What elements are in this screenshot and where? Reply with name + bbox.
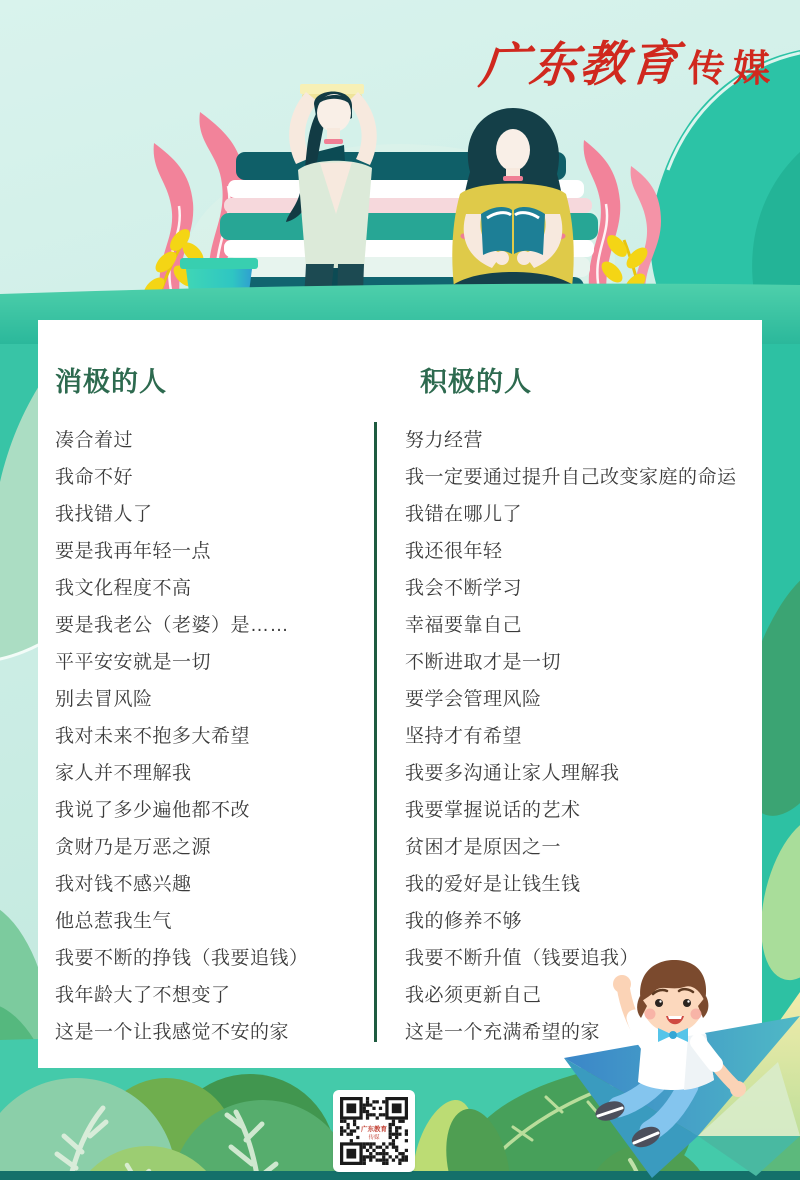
- list-item: 幸福要靠自己: [405, 615, 523, 636]
- list-item: 要学会管理风险: [405, 689, 542, 710]
- list-item: 家人并不理解我: [55, 763, 192, 784]
- list-item: 要是我老公（老婆）是……: [55, 615, 290, 636]
- list-item: 努力经营: [405, 430, 484, 451]
- list-item: 这是一个充满希望的家: [405, 1022, 601, 1043]
- list-item: 别去冒风险: [55, 689, 153, 710]
- list-item: 我的爱好是让钱生钱: [405, 874, 581, 895]
- list-item: 我命不好: [55, 467, 134, 488]
- column-title-positive: 积极的人: [420, 367, 532, 397]
- list-item: 这是一个让我感觉不安的家: [55, 1022, 290, 1043]
- qr-code: [333, 1090, 415, 1172]
- list-item: 坚持才有希望: [405, 726, 523, 747]
- qr-center-label-1: 广东教育: [361, 1126, 387, 1133]
- list-item: 我年龄大了不想变了: [55, 985, 231, 1006]
- list-item: 我错在哪儿了: [405, 504, 523, 525]
- brand-logo-suffix: 传媒: [688, 49, 778, 90]
- list-item: 我对未来不抱多大希望: [55, 726, 251, 747]
- qr-code-image: [340, 1097, 408, 1165]
- qr-center-label-2: 传媒: [368, 1135, 380, 1141]
- list-item: 贫困才是原因之一: [405, 837, 562, 858]
- list-item: 我要掌握说话的艺术: [405, 800, 581, 821]
- list-item: 我的修养不够: [405, 911, 523, 932]
- list-item: 不断进取才是一切: [405, 652, 562, 673]
- brand-logo-main: 广东教育: [477, 37, 683, 94]
- list-item: 贪财乃是万恶之源: [55, 837, 212, 858]
- list-item: 我一定要通过提升自己改变家庭的命运: [405, 467, 737, 488]
- column-divider: [374, 422, 377, 1042]
- list-item: 我要不断升值（钱要追我）: [405, 948, 640, 969]
- list-item: 我说了多少遍他都不改: [55, 800, 251, 821]
- list-item: 凑合着过: [55, 430, 134, 451]
- list-item: 我要不断的挣钱（我要追钱）: [55, 948, 309, 969]
- negative-list: [55, 422, 365, 1051]
- list-item: 我必须更新自己: [405, 985, 542, 1006]
- list-item: 他总惹我生气: [55, 911, 173, 932]
- list-item: 要是我再年轻一点: [55, 541, 212, 562]
- list-item: 我文化程度不高: [55, 578, 192, 599]
- boy-on-paper-airplane: [548, 940, 800, 1180]
- list-item: 我要多沟通让家人理解我: [405, 763, 620, 784]
- brand-logo: [477, 26, 778, 95]
- list-item: 平平安安就是一切: [55, 652, 212, 673]
- column-title-negative: 消极的人: [55, 367, 167, 397]
- list-item: 我还很年轻: [405, 541, 503, 562]
- list-item: 我找错人了: [55, 504, 153, 525]
- list-item: 我对钱不感兴趣: [55, 874, 192, 895]
- list-item: 我会不断学习: [405, 578, 523, 599]
